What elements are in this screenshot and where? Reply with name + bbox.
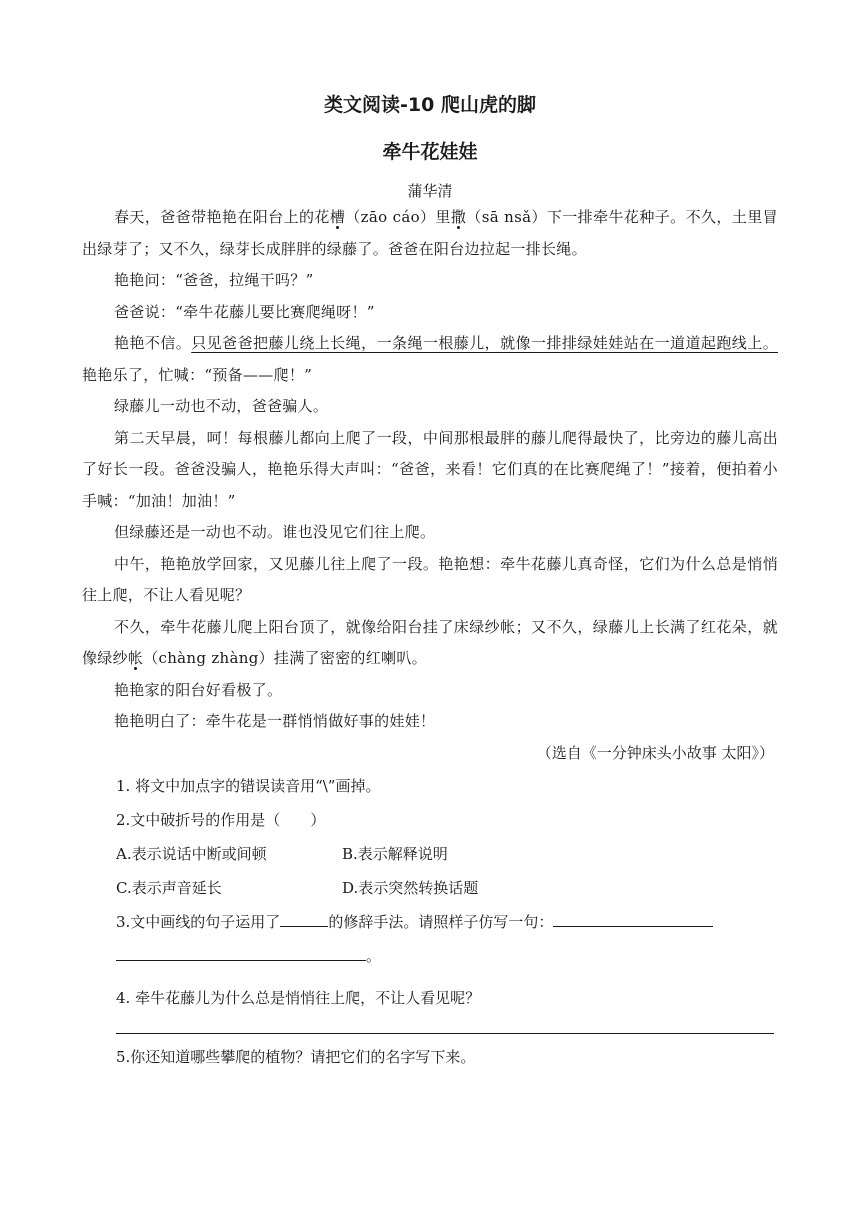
dotted-char: 槽 xyxy=(329,208,346,226)
paragraph-7: 但绿藤还是一动也不动。谁也没见它们往上爬。 xyxy=(114,523,436,541)
text-span: 3.文中画线的句子运用了 xyxy=(116,913,281,931)
question-5: 5.你还知道哪些攀爬的植物？请把它们的名字写下来。 xyxy=(116,1048,476,1066)
page-title: 类文阅读-10 爬山虎的脚 xyxy=(324,94,536,116)
dotted-char: 帐 xyxy=(127,649,144,667)
passage-body xyxy=(82,202,778,1074)
question-3 xyxy=(82,905,778,939)
option-c: C.表示声音延长 xyxy=(116,879,222,897)
paragraph-2: 艳艳问：“爸爸，拉绳干吗？” xyxy=(114,271,314,289)
question-3-continued xyxy=(82,939,778,973)
question-4: 4. 牵牛花藤儿为什么总是悄悄往上爬，不让人看见呢？ xyxy=(116,989,481,1007)
paragraph-5: 绿藤儿一动也不动，爸爸骗人。 xyxy=(114,397,329,415)
text-span: 。 xyxy=(366,947,382,965)
paragraph-9 xyxy=(82,612,778,675)
text-span: 艳艳不信。 xyxy=(114,334,192,352)
passage-title: 牵牛花娃娃 xyxy=(382,141,478,163)
answer-line[interactable] xyxy=(116,1033,774,1034)
paragraph-10: 艳艳家的阳台好看极了。 xyxy=(114,680,283,699)
answer-blank[interactable] xyxy=(553,908,713,927)
option-b: B.表示解释说明 xyxy=(342,845,448,863)
question-2: 2.文中破折号的作用是（ ） xyxy=(116,811,326,829)
passage-source: （选自《一分钟床头小故事 太阳》） xyxy=(536,743,774,762)
paragraph-1 xyxy=(82,202,778,265)
text-span: （zāo cáo）里 xyxy=(345,208,451,226)
text-span: 不久，牵牛花藤儿爬上阳台顶了，就像给阳台挂了床绿纱帐；又不久，绿藤儿上长满了红花朵，就像绿纱 xyxy=(82,617,778,667)
option-a: A.表示说话中断或间顿 xyxy=(116,845,267,863)
text-span: 艳艳乐了，忙喊：“预备——爬！” xyxy=(82,365,313,384)
text-span: （chàng zhàng）挂满了密密的红喇叭。 xyxy=(143,649,427,667)
options-row-1 xyxy=(82,837,778,871)
paragraph-6: 第二天早晨，呵！每根藤儿都向上爬了一段，中间那根最胖的藤儿爬得最快了，比旁边的藤儿高出了好长一段。爸爸没骗人，艳艳乐得大声叫：“爸爸，来看！它们真的在比赛爬绳了！”接着，便拍着小手喊：“加油！加油！” xyxy=(82,428,778,510)
answer-blank[interactable] xyxy=(116,942,366,961)
text-span: 春天，爸爸带艳艳在阳台上的花 xyxy=(114,208,330,226)
answer-blank[interactable] xyxy=(280,908,328,927)
question-1: 1. 将文中加点字的错误读音用“\”画掉。 xyxy=(116,777,381,795)
dotted-char: 撒 xyxy=(450,208,467,226)
paragraph-11: 艳艳明白了：牵牛花是一群悄悄做好事的娃娃！ xyxy=(114,712,436,730)
underlined-sentence: 只见爸爸把藤儿绕上长绳，一条绳一根藤儿，就像一排排绿娃娃站在一道道起跑线上。 xyxy=(191,334,778,352)
option-d: D.表示突然转换话题 xyxy=(342,879,479,897)
options-row-2 xyxy=(82,871,778,905)
text-span: （sā nsǎ）下一排牵牛花种子。不久，土里冒出绿芽了；又不久，绿芽长成胖胖的绿藤了。爸爸在阳台边拉起一排长绳。 xyxy=(82,208,778,258)
passage-author: 蒲华清 xyxy=(407,182,453,200)
paragraph-4 xyxy=(82,328,778,391)
paragraph-8: 中午，艳艳放学回家，又见藤儿往上爬了一段。艳艳想：牵牛花藤儿真奇怪，它们为什么总是悄悄往上爬，不让人看见呢？ xyxy=(82,554,778,604)
text-span: 的修辞手法。请照样子仿写一句： xyxy=(328,913,554,931)
paragraph-3: 爸爸说：“牵牛花藤儿要比赛爬绳呀！” xyxy=(114,302,375,321)
